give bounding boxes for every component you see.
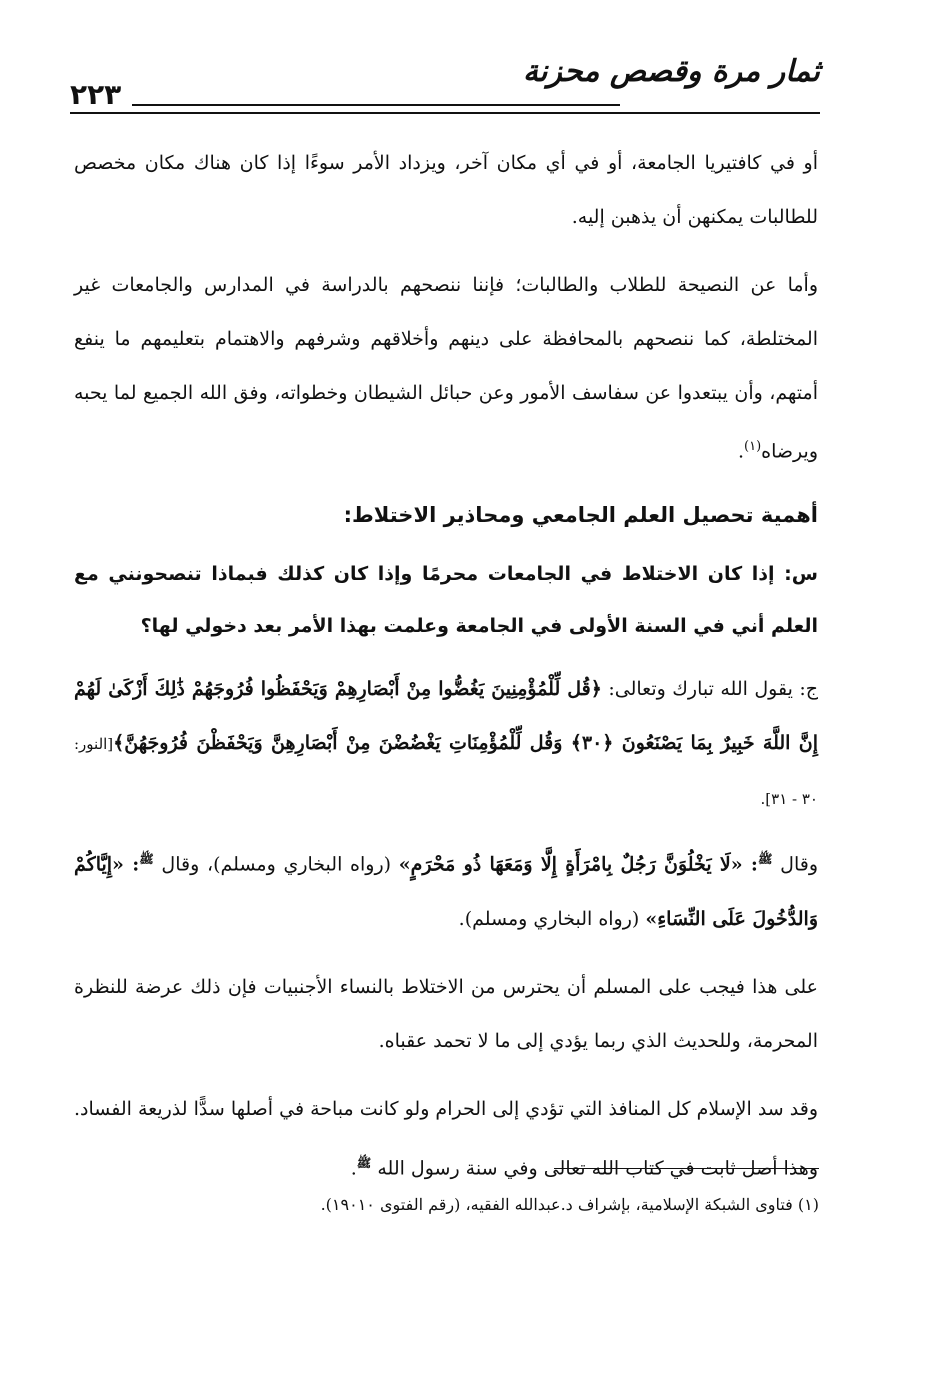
paragraph-principle-text: وقد سد الإسلام كل المنافذ التي تؤدي إلى الحرام ولو كانت مباحة في أصلها سدًّا لذريعة الفساد. وهذا أصل ثابت في كتاب الله تعالى وفي سنة رسول الله (74, 1097, 818, 1179)
paragraph-advice-text: وأما عن النصيحة للطلاب والطالبات؛ فإننا ننصحهم بالدراسة في المدارس والجامعات غير المختلطة، كما ننصحهم بالمحافظة على دينهم وأخلاقهم وشرفهم والاهتمام بتعليمهم ما ينفع أمتهم، وأن يبتعدوا عن سفاسف الأمور وعن حبائل الشيطان وخطواته، وفق الله الجميع لما يحبه ويرضاه (74, 274, 818, 463)
footnote-separator (554, 1168, 819, 1169)
book-title: ثمار مرة وقصص محزنة (522, 54, 820, 89)
paragraph-advice (74, 258, 818, 478)
page-header (70, 48, 820, 120)
answer-intro: ج: يقول الله تبارك وتعالى: (608, 678, 818, 701)
hadith-second-source: (رواه البخاري ومسلم). (458, 907, 640, 930)
hadith-second: : «إِيَّاكُمْ وَالدُّخُولَ عَلَى النِّسَاءِ» (74, 853, 818, 930)
paragraph-caution: على هذا فيجب على المسلم أن يحترس من الاختلاط بالنساء الأجنبيات فإن ذلك عرضة للنظرة المحرمة، وللحديث الذي ربما يؤدي إلى ما لا تحمد عقباه. (74, 975, 818, 1052)
quran-verse: ﴿قُل لِّلْمُؤْمِنِينَ يَغُضُّوا مِنْ أَبْصَارِهِمْ وَيَحْفَظُوا فُرُوجَهُمْ ذَٰلِكَ أَزْكَىٰ لَهُمْ إِنَّ اللَّهَ خَبِيرٌ بِمَا يَصْنَعُونَ ﴿٣٠﴾ وَقُل لِّلْمُؤْمِنَاتِ يَغْضُضْنَ مِنْ أَبْصَارِهِنَّ وَيَحْفَظْنَ فُرُوجَهُنَّ﴾ (74, 678, 818, 755)
answer-paragraph (74, 662, 818, 826)
hadith-first: : «لَا يَخْلُوَنَّ رَجُلٌ بِامْرَأَةٍ إِلَّا وَمَعَهَا ذُو مَحْرَمٍ» (398, 853, 758, 876)
verse-reference: [النور: ٣٠ - ٣١]. (74, 735, 818, 809)
honorific-icon: ﷺ (356, 1155, 372, 1170)
page-number: ٢٢٣ (70, 78, 122, 111)
hadith-said: وقال (780, 853, 818, 876)
header-rule-upper (132, 104, 620, 106)
hadith-first-source: (رواه البخاري ومسلم)، وقال (161, 853, 392, 876)
paragraph-principle-end: . (350, 1156, 357, 1179)
footnote-marker[interactable]: (١) (744, 439, 762, 454)
paragraph-cafeteria: أو في كافتيريا الجامعة، أو في أي مكان آخر، ويزداد الأمر سوءًا إذا كان هناك مكان مخصص للطالبات يمكنهن أن يذهبن إليه. (74, 152, 818, 228)
paragraph-principle (74, 1082, 818, 1195)
honorific-icon: ﷺ (139, 852, 154, 867)
question-text: س: إذا كان الاختلاط في الجامعات محرمًا وإذا كان كذلك فبماذا تنصحونني مع العلم أني في السنة الأولى في الجامعة وعلمت بهذا الأمر بعد دخولي لها؟ (74, 563, 818, 638)
page-body (74, 136, 818, 1209)
section-heading: أهمية تحصيل العلم الجامعي ومحاذير الاختلاط: (343, 503, 818, 528)
hadith-paragraph (74, 832, 818, 945)
header-rule (70, 112, 820, 114)
honorific-icon: ﷺ (757, 852, 773, 867)
paragraph-advice-end: . (737, 440, 745, 463)
footnote: (١) فتاوى الشبكة الإسلامية، بإشراف د.عبدالله الفقيه، (رقم الفتوى ١٩٠١٠). (320, 1195, 819, 1214)
